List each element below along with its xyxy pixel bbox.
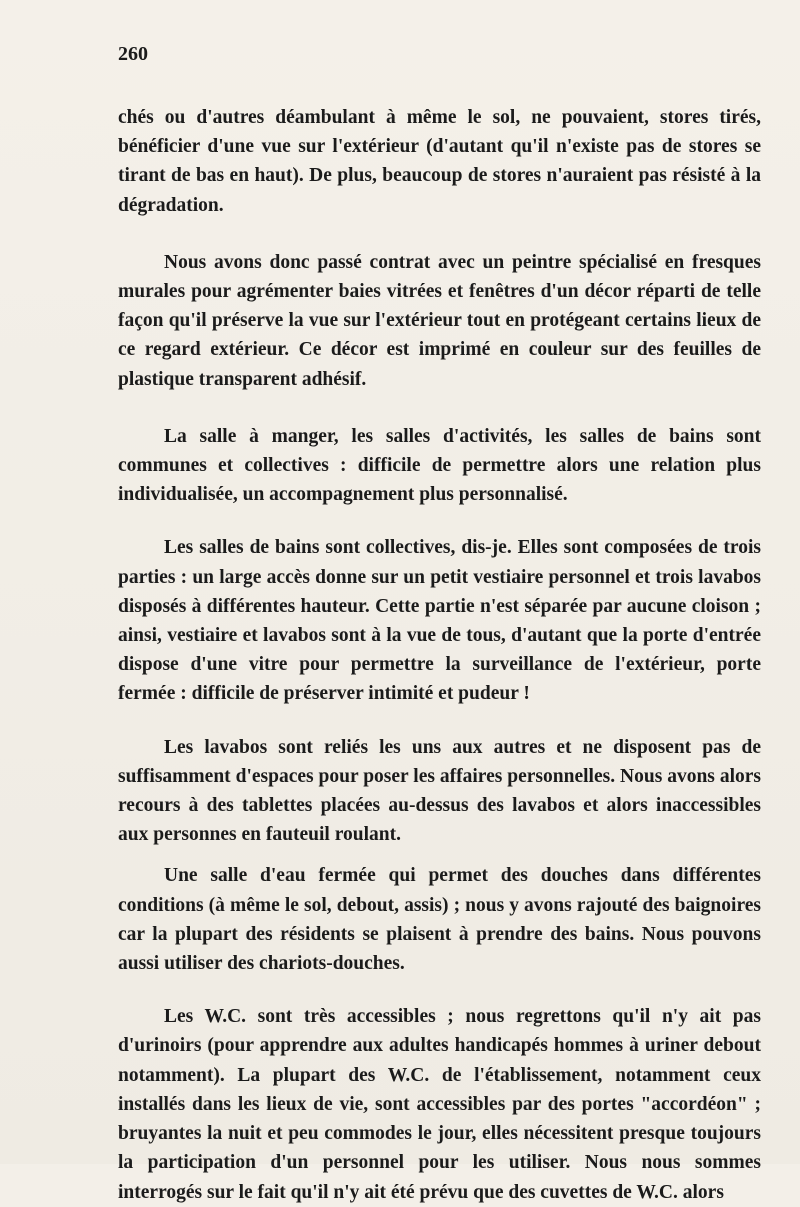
paragraph-5: Les lavabos sont reliés les uns aux autres et ne disposent pas de suffisamment d'espaces pour poser les affaires personnelles. Nous avons alors recours à des tablettes placées au-dessus des lavabos et alors inaccessibles aux personnes en fauteuil roulant. <box>118 736 761 846</box>
paragraph-3: La salle à manger, les salles d'activités, les salles de bains sont communes et collectives : difficile de permettre alors une relation plus individualisée, un accompagnement plus personnalisé. <box>118 425 761 506</box>
page-number: 260 <box>118 43 148 65</box>
paragraph-6: Une salle d'eau fermée qui permet des douches dans différentes conditions (à même le sol, debout, assis) ; nous y avons rajouté des baignoires car la plupart des résidents se plaisent à prendre des bains. Nous pouvons aussi utiliser des chariots-douches. <box>118 865 761 975</box>
paragraph-4: Les salles de bains sont collectives, dis-je. Elles sont composées de trois parties : un large accès donne sur un petit vestiaire personnel et trois lavabos disposés à différentes hauteur. Cette partie n'est séparée par aucune cloison ; ainsi, vestiaire et lavabos sont à la vue de tous, d'autant que la porte d'entrée dispose d'une vitre pour permettre la surveillance de l'extérieur, porte fermée : difficile de préserver intimité et pudeur ! <box>118 537 761 705</box>
body-text <box>118 103 761 1207</box>
paragraph-7: Les W.C. sont très accessibles ; nous regrettons qu'il n'y ait pas d'urinoirs (pour apprendre aux adultes handicapés hommes à uriner debout notamment). La plupart des W.C. de l'établissement, notamment ceux installés dans les lieux de vie, sont accessibles par des portes "accordéon" ; bruyantes la nuit et peu commodes le jour, elles nécessitent presque toujours la participation d'un personnel pour les utiliser. Nous nous sommes interrogés sur le fait qu'il n'y ait été prévu que des cuvettes de W.C. alors <box>118 1006 761 1203</box>
paragraph-2: Nous avons donc passé contrat avec un peintre spécialisé en fresques murales pour agrémenter baies vitrées et fenêtres d'un décor réparti de telle façon qu'il préserve la vue sur l'extérieur tout en protégeant certains lieux de ce regard extérieur. Ce décor est imprimé en couleur sur des feuilles de plastique transparent adhésif. <box>118 251 761 390</box>
paragraph-1: chés ou d'autres déambulant à même le sol, ne pouvaient, stores tirés, bénéficier d'une vue sur l'extérieur (d'autant qu'il n'existe pas de stores se tirant de bas en haut). De plus, beaucoup de stores n'auraient pas résisté à la dégradation. <box>118 107 761 216</box>
